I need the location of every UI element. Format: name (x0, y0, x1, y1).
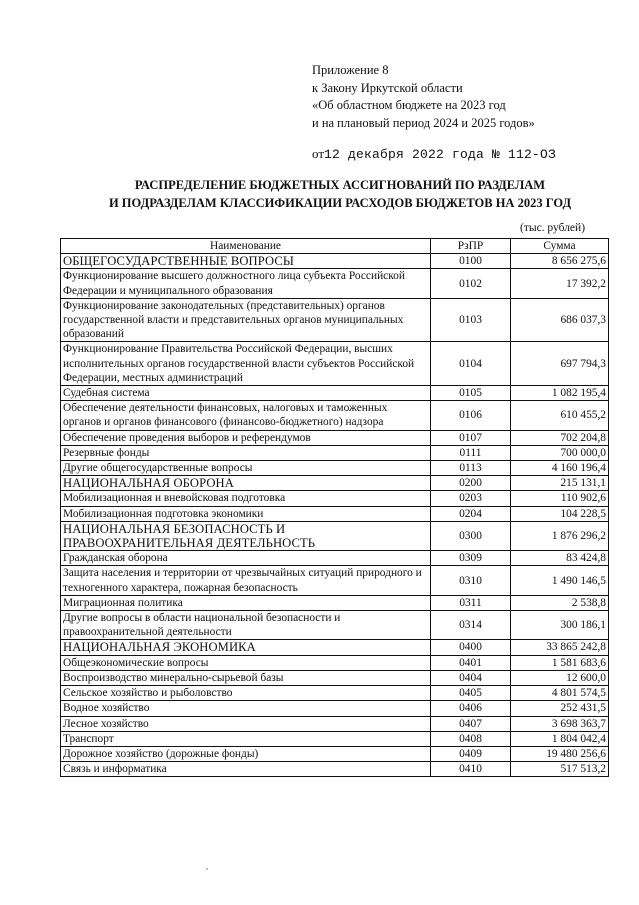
row-name: Защита населения и территории от чрезвычайных ситуаций природного и техногенного характера, пожарная безопасность (61, 566, 431, 595)
budget-table (60, 238, 609, 777)
row-name: Сельское хозяйство и рыболовство (61, 686, 431, 701)
table-row (61, 655, 609, 670)
title-line: РАСПРЕДЕЛЕНИЕ БЮДЖЕТНЫХ АССИГНОВАНИЙ ПО РАЗДЕЛАМ (134, 178, 546, 192)
table-row (61, 686, 609, 701)
table-row (61, 762, 609, 777)
row-name: Лесное хозяйство (61, 716, 431, 731)
table-row (61, 461, 609, 476)
row-code: 0102 (431, 269, 511, 298)
row-name: Транспорт (61, 731, 431, 746)
column-header-sum: Сумма (511, 239, 609, 254)
row-name: Общеэкономические вопросы (61, 655, 431, 670)
table-row (61, 298, 609, 342)
title-line: И ПОДРАЗДЕЛАМ КЛАССИФИКАЦИИ РАСХОДОВ БЮДЖЕТОВ НА 2023 ГОД (108, 196, 572, 210)
table-row (61, 746, 609, 761)
row-sum: 252 431,5 (511, 701, 609, 716)
row-sum: 702 204,8 (511, 430, 609, 445)
table-row (61, 640, 609, 655)
row-sum: 700 000,0 (511, 445, 609, 460)
row-code: 0401 (431, 655, 511, 670)
table-row (61, 521, 609, 550)
row-sum: 110 902,6 (511, 491, 609, 506)
document-title (40, 176, 639, 212)
row-sum: 17 392,2 (511, 269, 609, 298)
table-row (61, 701, 609, 716)
row-name: Резервные фонды (61, 445, 431, 460)
row-sum: 1 804 042,4 (511, 731, 609, 746)
row-name: Водное хозяйство (61, 701, 431, 716)
row-sum: 517 513,2 (511, 762, 609, 777)
row-code: 0314 (431, 611, 511, 640)
table-row (61, 386, 609, 401)
row-code: 0113 (431, 461, 511, 476)
row-name: Другие общегосударственные вопросы (61, 461, 431, 476)
row-name: Обеспечение проведения выборов и референдумов (61, 430, 431, 445)
row-code: 0204 (431, 506, 511, 521)
appendix-line: и на плановый период 2024 и 2025 годов» (312, 115, 535, 130)
row-code: 0410 (431, 762, 511, 777)
table-header-row (61, 239, 609, 254)
row-sum: 686 037,3 (511, 298, 609, 342)
row-sum: 8 656 275,6 (511, 254, 609, 269)
row-sum: 4 801 574,5 (511, 686, 609, 701)
units-label: (тыс. рублей) (520, 222, 586, 234)
row-code: 0408 (431, 731, 511, 746)
row-name: НАЦИОНАЛЬНАЯ ЭКОНОМИКА (61, 640, 431, 655)
row-name: Другие вопросы в области национальной безопасности и правоохранительной деятельности (61, 611, 431, 640)
decree-prefix: от (312, 146, 325, 161)
row-code: 0104 (431, 342, 511, 386)
row-name: Судебная система (61, 386, 431, 401)
row-code: 0309 (431, 551, 511, 566)
row-code: 0106 (431, 401, 511, 430)
column-header-name: Наименование (61, 239, 431, 254)
row-code: 0407 (431, 716, 511, 731)
row-sum: 2 538,8 (511, 595, 609, 610)
decree-date-number: 12 декабря 2022 года № 112-ОЗ (324, 147, 557, 162)
appendix-line: к Закону Иркутской области (312, 80, 463, 95)
row-sum: 33 865 242,8 (511, 640, 609, 655)
row-name: Дорожное хозяйство (дорожные фонды) (61, 746, 431, 761)
row-name: ОБЩЕГОСУДАРСТВЕННЫЕ ВОПРОСЫ (61, 254, 431, 269)
row-code: 0203 (431, 491, 511, 506)
row-code: 0103 (431, 298, 511, 342)
row-sum: 19 480 256,6 (511, 746, 609, 761)
row-code: 0300 (431, 521, 511, 550)
column-header-code: РзПР (431, 239, 511, 254)
table-row (61, 491, 609, 506)
table-row (61, 254, 609, 269)
table-row (61, 401, 609, 430)
row-name: Мобилизационная и вневойсковая подготовка (61, 491, 431, 506)
table-row (61, 611, 609, 640)
row-sum: 1 876 296,2 (511, 521, 609, 550)
row-name: Мобилизационная подготовка экономики (61, 506, 431, 521)
row-sum: 12 600,0 (511, 670, 609, 685)
row-sum: 83 424,8 (511, 551, 609, 566)
row-sum: 3 698 363,7 (511, 716, 609, 731)
row-code: 0409 (431, 746, 511, 761)
row-code: 0404 (431, 670, 511, 685)
appendix-line: Приложение 8 (312, 63, 389, 77)
row-code: 0100 (431, 254, 511, 269)
row-name: Миграционная политика (61, 595, 431, 610)
row-sum: 1 490 146,5 (511, 566, 609, 595)
row-code: 0405 (431, 686, 511, 701)
table-row (61, 506, 609, 521)
row-name: Воспроизводство минерально-сырьевой базы (61, 670, 431, 685)
row-name: Гражданская оборона (61, 551, 431, 566)
table-row (61, 731, 609, 746)
row-sum: 215 131,1 (511, 476, 609, 491)
table-row (61, 566, 609, 595)
table-row (61, 476, 609, 491)
row-name: Функционирование законодательных (представительных) органов государственной власти и представительных органов муниципальных образований (61, 298, 431, 342)
row-name: Обеспечение деятельности финансовых, налоговых и таможенных органов и органов финансового (финансово-бюджетного) надзора (61, 401, 431, 430)
table-row (61, 342, 609, 386)
decree-line (312, 146, 556, 162)
row-code: 0400 (431, 640, 511, 655)
row-name: НАЦИОНАЛЬНАЯ ОБОРОНА (61, 476, 431, 491)
row-sum: 610 455,2 (511, 401, 609, 430)
row-sum: 104 228,5 (511, 506, 609, 521)
appendix-line: «Об областном бюджете на 2023 год (312, 98, 506, 112)
row-code: 0111 (431, 445, 511, 460)
row-sum: 697 794,3 (511, 342, 609, 386)
row-name: Функционирование высшего должностного лица субъекта Российской Федерации и муниципального образования (61, 269, 431, 298)
row-code: 0310 (431, 566, 511, 595)
table-row (61, 430, 609, 445)
table-row (61, 670, 609, 685)
row-code: 0107 (431, 430, 511, 445)
row-code: 0311 (431, 595, 511, 610)
row-name: Связь и информатика (61, 762, 431, 777)
row-code: 0406 (431, 701, 511, 716)
appendix-block (312, 62, 535, 132)
table-row (61, 595, 609, 610)
row-sum: 1 581 683,6 (511, 655, 609, 670)
table-row (61, 716, 609, 731)
row-sum: 1 082 195,4 (511, 386, 609, 401)
scan-speck (206, 868, 208, 870)
table-row (61, 269, 609, 298)
table-row (61, 551, 609, 566)
row-code: 0200 (431, 476, 511, 491)
row-sum: 4 160 196,4 (511, 461, 609, 476)
row-code: 0105 (431, 386, 511, 401)
row-sum: 300 186,1 (511, 611, 609, 640)
row-name: Функционирование Правительства Российской Федерации, высших исполнительных органов государственной власти субъектов Российской Федерации, местных администраций (61, 342, 431, 386)
row-name: НАЦИОНАЛЬНАЯ БЕЗОПАСНОСТЬ И ПРАВООХРАНИТЕЛЬНАЯ ДЕЯТЕЛЬНОСТЬ (61, 521, 431, 550)
table-row (61, 445, 609, 460)
